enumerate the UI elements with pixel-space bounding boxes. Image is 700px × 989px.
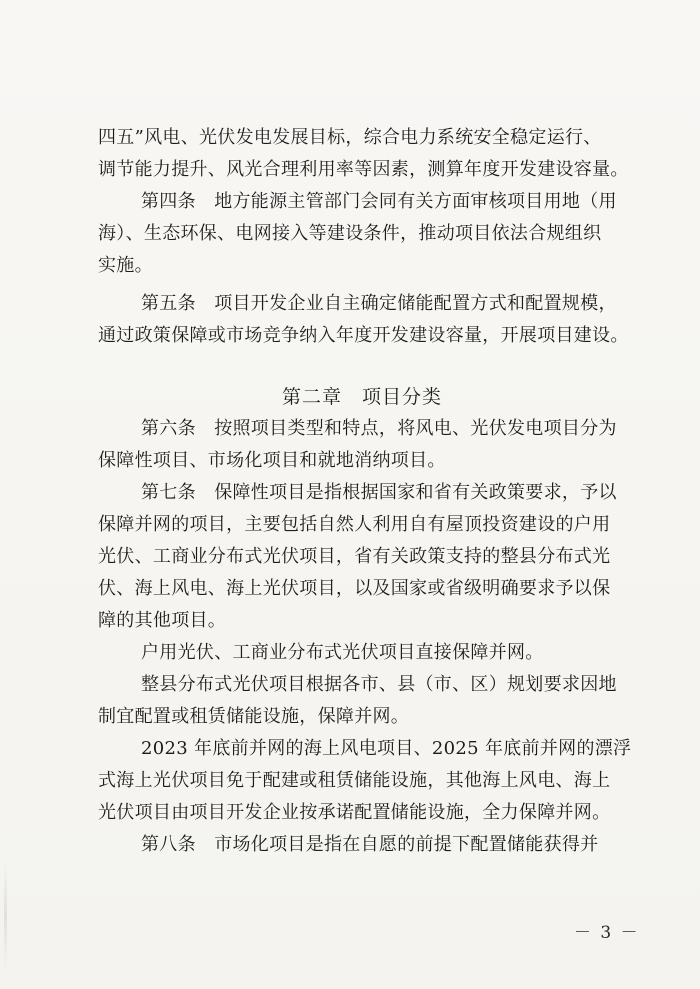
paragraph-line: 光伏、工商业分布式光伏项目，省有关政策支持的整县分布式光 [98,546,611,567]
paragraph-line: 障的其他项目。 [98,610,227,631]
paragraph-line: 四五”风电、光伏发电发展目标，综合电力系统安全稳定运行、 [98,127,602,148]
paragraph-line: 户用光伏、工商业分布式光伏项目直接保障并网。 [141,642,544,663]
page-number: － 3 － [574,923,640,943]
paragraph-line: 保障并网的项目，主要包括自然人利用自有屋顶投资建设的户用 [98,514,611,535]
paragraph-line: 保障性项目、市场化项目和就地消纳项目。 [98,450,446,471]
scan-edge-shadow [4,860,7,970]
paragraph-line: 通过政策保障或市场竞争纳入年度开发建设容量，开展项目建设。 [98,325,629,346]
article-8-line: 第八条 市场化项目是指在自愿的前提下配置储能获得并 [141,834,599,855]
paragraph-line: 实施。 [98,255,153,276]
paragraph-line: 海）、生态环保、电网接入等建设条件，推动项目依法合规组织 [98,223,602,244]
paragraph-line: 整县分布式光伏项目根据各市、县（市、区）规划要求因地 [141,674,617,695]
article-4-line: 第四条 地方能源主管部门会同有关方面审核项目用地（用 [141,191,617,212]
paragraph-line: 制宜配置或租赁储能设施，保障并网。 [98,706,410,727]
document-body [98,122,632,861]
paragraph-line: 伏、海上风电、海上光伏项目，以及国家或省级明确要求予以保 [98,578,611,599]
article-5-line: 第五条 项目开发企业自主确定储能配置方式和配置规模， [141,293,617,314]
article-7-line: 第七条 保障性项目是指根据国家和省有关政策要求，予以 [141,482,617,503]
chapter-title: 第二章 项目分类 [281,386,442,408]
paragraph-line: 2023 年底前并网的海上风电项目、2025 年底前并网的漂浮 [141,738,632,759]
paragraph-line: 调节能力提升、风光合理利用率等因素，测算年度开发建设容量。 [98,159,629,180]
paragraph-line: 光伏项目由项目开发企业按承诺配置储能设施，全力保障并网。 [98,802,611,823]
paragraph-line: 式海上光伏项目免于配建或租赁储能设施，其他海上风电、海上 [98,770,611,791]
article-6-line: 第六条 按照项目类型和特点，将风电、光伏发电项目分为 [141,418,617,439]
